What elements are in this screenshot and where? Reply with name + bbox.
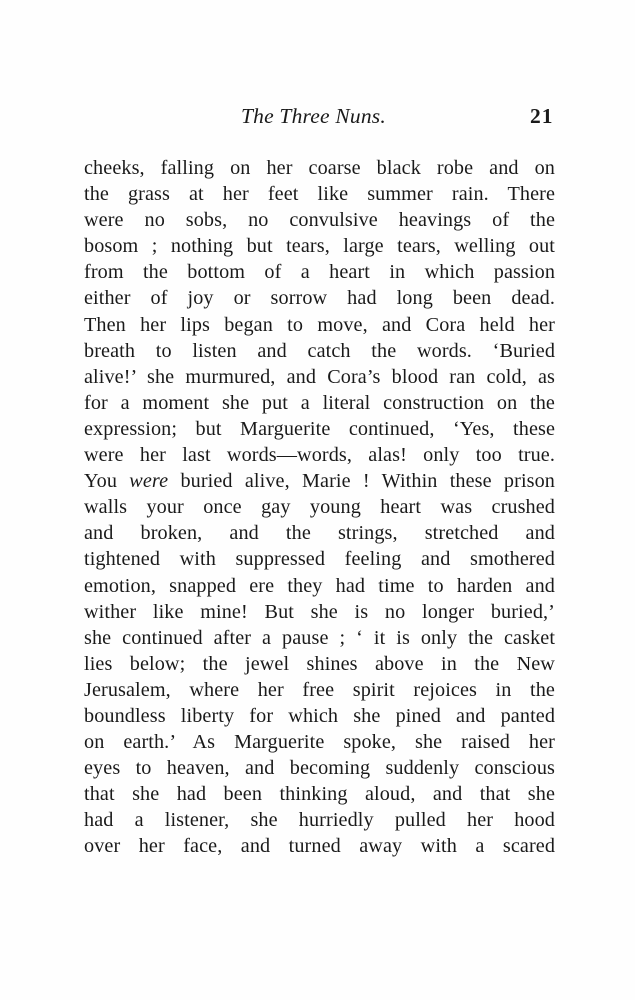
text-line: emotion, snapped ere they had time to harden and — [84, 574, 555, 597]
text-line: that she had been thinking aloud, and that she — [84, 783, 556, 806]
text-line: on earth.’ As Marguerite spoke, she raised her — [84, 731, 555, 754]
text-line: had a listener, she hurriedly pulled her hood — [84, 809, 555, 832]
text-line-emphasis — [84, 468, 555, 494]
body-text — [84, 155, 555, 860]
text-line: boundless liberty for which she pined and panted — [84, 704, 556, 727]
text-line: eyes to heaven, and becoming suddenly conscious — [84, 757, 555, 780]
text-line: Then her lips began to move, and Cora held her — [84, 313, 555, 336]
running-head-title: The Three Nuns. — [241, 104, 386, 128]
text-line: from the bottom of a heart in which passion — [84, 261, 556, 284]
text-line: expression; but Marguerite continued, ‘Yes, these — [84, 417, 556, 440]
page-number: 21 — [530, 104, 554, 128]
text-line: wither like mine! But she is no longer buried,’ — [84, 600, 555, 623]
text-run: You — [84, 470, 130, 493]
text-line: bosom ; nothing but tears, large tears, welling out — [84, 235, 555, 258]
text-line: either of joy or sorrow had long been dead. — [84, 287, 555, 310]
text-line: tightened with suppressed feeling and smothered — [84, 548, 555, 571]
text-line: walls your once gay young heart was crushed — [84, 496, 555, 519]
text-line: were no sobs, no convulsive heavings of the — [84, 209, 555, 232]
running-head — [0, 104, 635, 134]
text-line: she continued after a pause ; ‘ it is only the casket — [84, 626, 556, 649]
text-line: Jerusalem, where her free spirit rejoices in the — [84, 678, 555, 701]
text-line: breath to listen and catch the words. ‘Buried — [84, 339, 556, 362]
text-line: over her face, and turned away with a scared — [84, 835, 556, 858]
text-line: lies below; the jewel shines above in the New — [84, 652, 555, 675]
text-line: for a moment she put a literal construction on the — [84, 391, 555, 414]
text-line: were her last words—words, alas! only too true. — [84, 444, 555, 467]
text-line: the grass at her feet like summer rain. There — [84, 183, 556, 206]
text-line: alive!’ she murmured, and Cora’s blood ran cold, as — [84, 365, 556, 388]
text-line: and broken, and the strings, stretched and — [84, 522, 555, 545]
text-run: buried alive, Marie ! Within these prison — [168, 470, 556, 493]
emphasized-word: were — [129, 470, 169, 493]
text-line: cheeks, falling on her coarse black robe and on — [84, 157, 555, 179]
